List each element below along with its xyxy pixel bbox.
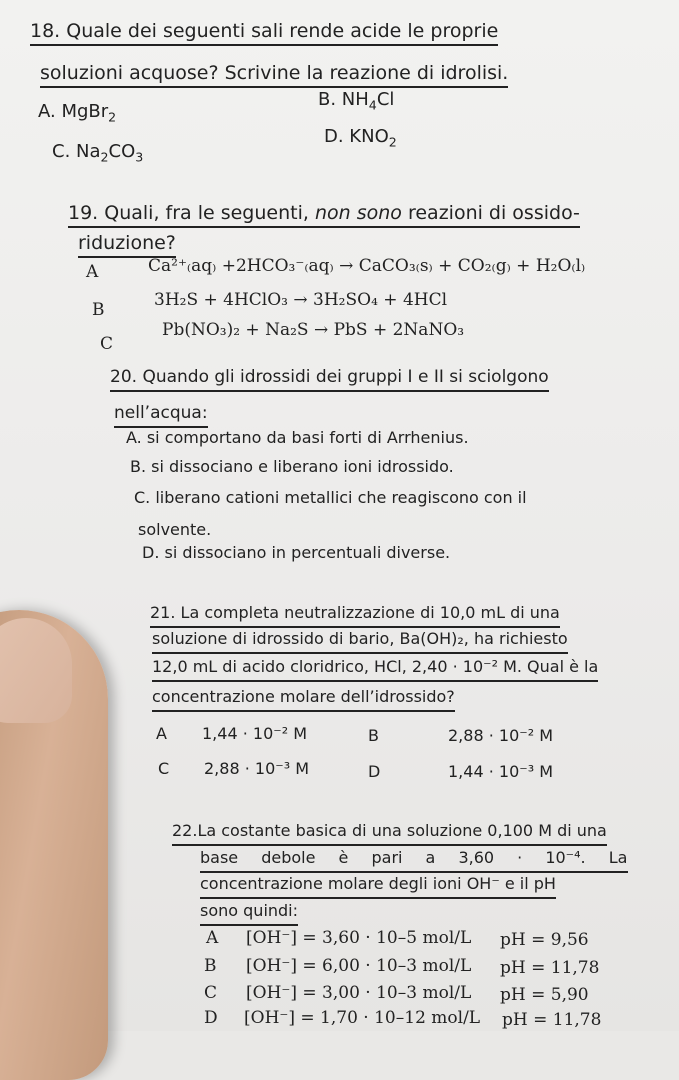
- q20-line-1: 20. Quando gli idrossidi dei gruppi I e II si sciolgono: [110, 364, 549, 392]
- q21-option-c-letter[interactable]: C: [158, 759, 170, 778]
- q18-line-1: 18. Quale dei seguenti sali rende acide le proprie: [30, 18, 498, 46]
- q20-option-b[interactable]: B. si dissociano e liberano ioni idrossido.: [130, 457, 454, 476]
- q18-option-a[interactable]: A. MgBr$_2$: [38, 101, 117, 125]
- q22-option-a-oh: [OH⁻] = 3,60 · 10–5 mol/L: [246, 928, 472, 948]
- q21-line-4: concentrazione molare dell’idrossido?: [152, 684, 455, 712]
- q19-equation-b: 3H₂S + 4HClO₃ → 3H₂SO₄ + 4HCl: [154, 290, 448, 310]
- q20-option-c-continued: solvente.: [138, 520, 212, 539]
- q21-option-c-value: 2,88 · 10⁻³ M: [204, 759, 309, 778]
- q22-line-2: base debole è pari a 3,60 · 10⁻⁴. La: [200, 845, 628, 873]
- q21-line-2: soluzione di idrossido di bario, Ba(OH)₂, ha richiesto: [152, 626, 568, 654]
- q19-equation-a: Ca²⁺₍aq₎ +2HCO₃⁻₍aq₎ → CaCO₃₍s₎ + CO₂₍g₎ + H₂O₍l₎: [148, 256, 586, 276]
- q18-option-b[interactable]: B. $NH_4Cl$: [318, 89, 395, 113]
- q19-line-1: 19. Quali, fra le seguenti, non sono reazioni di ossido-: [68, 200, 580, 228]
- q22-line-1: 22.La costante basica di una soluzione 0,100 M di una: [172, 818, 607, 846]
- q19-option-c-letter[interactable]: C: [100, 334, 114, 354]
- q21-option-b-value: 2,88 · 10⁻² M: [448, 726, 553, 745]
- q19-option-a-letter[interactable]: A: [86, 262, 99, 282]
- q21-option-b-letter[interactable]: B: [368, 726, 379, 745]
- q22-option-a-letter[interactable]: A: [206, 928, 219, 948]
- q22-option-b-oh: [OH⁻] = 6,00 · 10–3 mol/L: [246, 956, 472, 976]
- q20-option-a[interactable]: A. si comportano da basi forti di Arrhenius.: [126, 428, 469, 447]
- q19-line-2: riduzione?: [78, 230, 176, 258]
- q19-option-b-letter[interactable]: B: [92, 300, 105, 320]
- q19-equation-c: Pb(NO₃)₂ + Na₂S → PbS + 2NaNO₃: [162, 320, 465, 340]
- q22-line-3: concentrazione molare degli ioni OH⁻ e il pH: [200, 871, 556, 899]
- q20-line-2: nell’acqua:: [114, 400, 208, 428]
- q22-option-b-ph: pH = 11,78: [500, 958, 600, 978]
- q22-option-d-ph: pH = 11,78: [502, 1010, 602, 1030]
- q21-line-1: 21. La completa neutralizzazione di 10,0 mL di una: [150, 600, 560, 628]
- q22-option-d-letter[interactable]: D: [204, 1008, 218, 1028]
- q20-option-d[interactable]: D. si dissociano in percentuali diverse.: [142, 543, 451, 562]
- q22-option-a-ph: pH = 9,56: [500, 930, 589, 950]
- q21-option-d-letter[interactable]: D: [368, 762, 381, 781]
- q18-option-c[interactable]: C. $Na_2CO_3$: [52, 141, 144, 165]
- q22-option-c-ph: pH = 5,90: [500, 985, 589, 1005]
- q21-line-3: 12,0 mL di acido cloridrico, HCl, 2,40 · 10⁻² M. Qual è la: [152, 654, 598, 682]
- q22-line-4: sono quindi:: [200, 898, 298, 926]
- q22-option-b-letter[interactable]: B: [204, 956, 217, 976]
- fingernail-photo-overlay: [0, 618, 72, 723]
- q21-option-d-value: 1,44 · 10⁻³ M: [448, 762, 553, 781]
- q20-option-c[interactable]: C. liberano cationi metallici che reagiscono con il: [134, 488, 527, 507]
- q22-option-d-oh: [OH⁻] = 1,70 · 10–12 mol/L: [244, 1008, 481, 1028]
- q22-option-c-oh: [OH⁻] = 3,00 · 10–3 mol/L: [246, 983, 472, 1003]
- q21-option-a-letter[interactable]: A: [156, 724, 167, 743]
- q21-option-a-value: 1,44 · 10⁻² M: [202, 724, 307, 743]
- q18-option-d[interactable]: D. $KNO_2$: [324, 126, 397, 150]
- q22-option-c-letter[interactable]: C: [204, 983, 218, 1003]
- q18-line-2: soluzioni acquose? Scrivine la reazione di idrolisi.: [40, 60, 508, 88]
